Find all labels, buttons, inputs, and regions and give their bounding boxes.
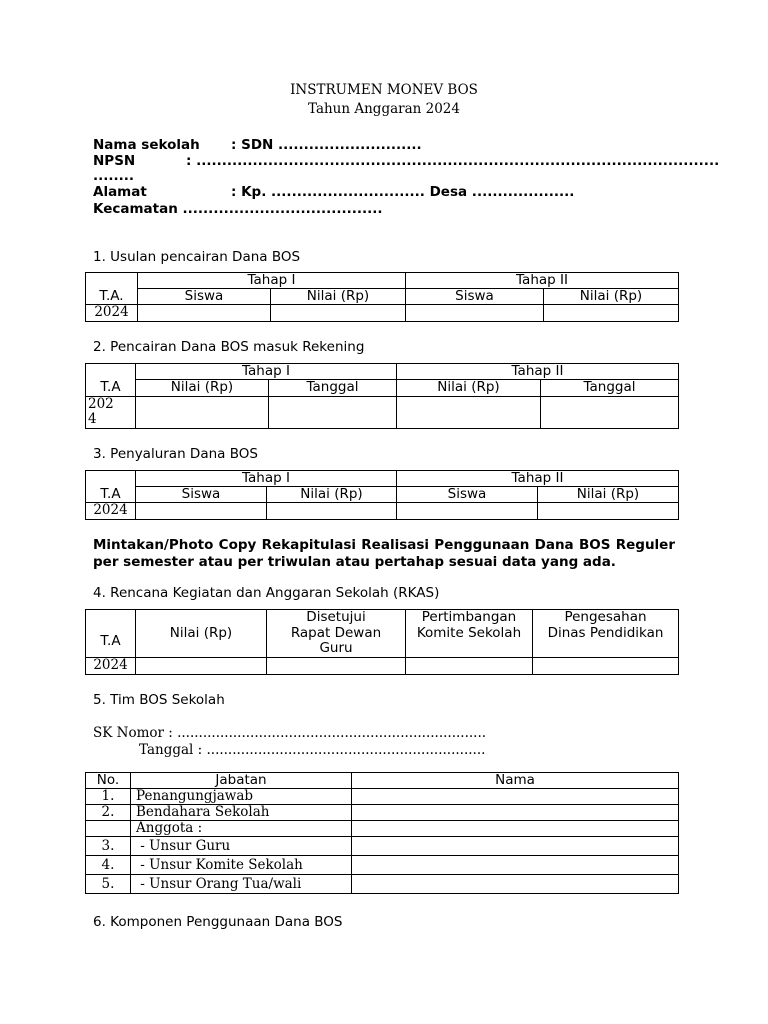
row-no: 3. <box>86 837 131 856</box>
section-2-heading: 2. Pencairan Dana BOS masuk Rekening <box>93 339 365 355</box>
table-cell[interactable] <box>267 658 406 675</box>
tahap-1-header: Tahap I <box>138 273 406 289</box>
section-3-heading: 3. Penyaluran Dana BOS <box>93 446 258 462</box>
npsn-label: NPSN <box>93 153 136 169</box>
table-cell <box>86 610 136 626</box>
table-cell[interactable] <box>352 856 679 875</box>
row-jabatan: - Unsur Guru <box>131 837 352 856</box>
siswa-header: Siswa <box>138 289 271 305</box>
table-cell[interactable] <box>541 397 679 429</box>
row-jabatan: - Unsur Orang Tua/wali <box>131 875 352 894</box>
year-cell <box>86 397 136 429</box>
section-5-heading: 5. Tim BOS Sekolah <box>93 692 225 708</box>
table-cell[interactable] <box>352 805 679 821</box>
usulan-pencairan-table <box>85 272 679 322</box>
tahap-1-header: Tahap I <box>136 471 397 487</box>
tanggal-header: Tanggal <box>269 380 397 397</box>
table-cell[interactable] <box>269 397 397 429</box>
tahap-2-header: Tahap II <box>397 364 679 380</box>
nilai-header: Nilai (Rp) <box>271 289 406 305</box>
table-cell[interactable] <box>136 503 267 520</box>
penyaluran-table <box>85 470 679 520</box>
nilai-header: Nilai (Rp) <box>136 626 267 658</box>
nama-header: Nama <box>352 773 679 789</box>
year-cell: 2024 <box>86 658 136 675</box>
dinas-header: Dinas Pendidikan <box>533 626 679 658</box>
npsn-value: : ...................................................................................................... <box>186 153 720 169</box>
tim-bos-table <box>85 772 679 894</box>
no-header: No. <box>86 773 131 789</box>
nama-sekolah-label: Nama sekolah <box>93 137 200 153</box>
table-cell <box>86 364 136 380</box>
year-line-1: 202 <box>88 396 114 412</box>
year-cell: 2024 <box>86 503 136 520</box>
table-cell[interactable] <box>138 305 271 322</box>
row-jabatan: Bendahara Sekolah <box>131 805 352 821</box>
tanggal-header: Tanggal <box>541 380 679 397</box>
document-subtitle: Tahun Anggaran 2024 <box>307 101 460 117</box>
note-line-2: per semester atau per triwulan atau pertahap sesuai data yang ada. <box>93 554 616 570</box>
table-cell[interactable] <box>352 821 679 837</box>
table-cell[interactable] <box>406 305 544 322</box>
alamat-label: Alamat <box>93 184 147 200</box>
table-cell[interactable] <box>406 658 533 675</box>
rkas-table <box>85 609 679 675</box>
table-cell[interactable] <box>352 837 679 856</box>
row-no: 2. <box>86 805 131 821</box>
table-cell[interactable] <box>352 875 679 894</box>
rapat-line-1: Rapat Dewan <box>290 625 382 641</box>
year-line-2: 4 <box>88 411 97 427</box>
note-line-1: Mintakan/Photo Copy Rekapitulasi Realisasi Penggunaan Dana BOS Reguler <box>93 537 675 553</box>
table-cell[interactable] <box>538 503 679 520</box>
alamat-value: : Kp. .............................. Desa .................... <box>231 184 575 200</box>
rapat-line-2: Guru <box>319 639 353 656</box>
pertimbangan-header: Pertimbangan <box>406 610 533 626</box>
ta-header: T.A <box>86 626 136 658</box>
tahap-2-header: Tahap II <box>397 471 679 487</box>
table-cell[interactable] <box>136 397 269 429</box>
sk-tanggal-line: Tanggal : ................................................................. <box>139 742 486 758</box>
tahap-2-header: Tahap II <box>406 273 679 289</box>
table-cell[interactable] <box>352 789 679 805</box>
rapat-header <box>267 626 406 658</box>
table-cell[interactable] <box>544 305 679 322</box>
row-jabatan: - Unsur Komite Sekolah <box>131 856 352 875</box>
disetujui-header: Disetujui <box>267 610 406 626</box>
ta-header: T.A <box>86 380 136 397</box>
row-no: 1. <box>86 789 131 805</box>
nama-sekolah-value: : SDN ............................ <box>231 137 422 153</box>
row-no <box>86 821 131 837</box>
pengesahan-header: Pengesahan <box>533 610 679 626</box>
row-no: 5. <box>86 875 131 894</box>
table-cell[interactable] <box>533 658 679 675</box>
row-jabatan: Anggota : <box>131 821 352 837</box>
nilai-header: Nilai (Rp) <box>397 380 541 397</box>
table-cell[interactable] <box>397 503 538 520</box>
pencairan-rekening-table <box>85 363 679 429</box>
nilai-header: Nilai (Rp) <box>136 380 269 397</box>
table-cell[interactable] <box>267 503 397 520</box>
section-4-heading: 4. Rencana Kegiatan dan Anggaran Sekolah (RKAS) <box>93 585 440 601</box>
table-cell[interactable] <box>136 658 267 675</box>
table-cell[interactable] <box>397 397 541 429</box>
table-cell[interactable] <box>271 305 406 322</box>
document-title: INSTRUMEN MONEV BOS <box>290 82 478 98</box>
ta-header: T.A <box>86 487 136 503</box>
section-6-heading: 6. Komponen Penggunaan Dana BOS <box>93 914 343 930</box>
kecamatan-line: Kecamatan ....................................... <box>93 201 383 217</box>
tahap-1-header: Tahap I <box>136 364 397 380</box>
year-cell: 2024 <box>86 305 138 322</box>
sk-nomor-line: SK Nomor : ........................................................................ <box>93 725 487 741</box>
siswa-header: Siswa <box>397 487 538 503</box>
komite-header: Komite Sekolah <box>406 626 533 658</box>
npsn-value-wrap: ........ <box>93 168 135 184</box>
ta-header: T.A. <box>86 289 138 305</box>
nilai-header: Nilai (Rp) <box>538 487 679 503</box>
siswa-header: Siswa <box>406 289 544 305</box>
row-no: 4. <box>86 856 131 875</box>
row-jabatan: Penangungjawab <box>131 789 352 805</box>
table-cell <box>86 471 136 487</box>
section-1-heading: 1. Usulan pencairan Dana BOS <box>93 249 301 265</box>
jabatan-header: Jabatan <box>131 773 352 789</box>
table-cell <box>136 610 267 626</box>
nilai-header: Nilai (Rp) <box>544 289 679 305</box>
nilai-header: Nilai (Rp) <box>267 487 397 503</box>
siswa-header: Siswa <box>136 487 267 503</box>
table-cell <box>86 273 138 289</box>
